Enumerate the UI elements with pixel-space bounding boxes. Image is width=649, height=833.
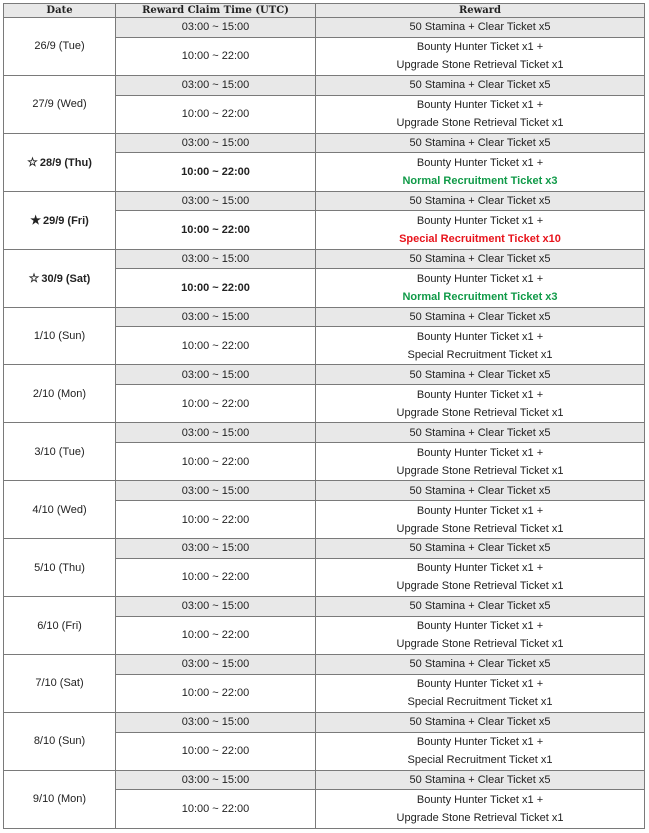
date-label: 26/9 (Tue) xyxy=(34,40,85,53)
reward-line-2: Upgrade Stone Retrieval Ticket x1 xyxy=(396,580,564,593)
reward-line-2: Special Recruitment Ticket x1 xyxy=(407,696,553,709)
reward-evening xyxy=(316,674,645,712)
claim-time-morning: 03:00 ~ 15:00 xyxy=(116,481,316,501)
claim-time-morning: 03:00 ~ 15:00 xyxy=(116,18,316,38)
date-cell xyxy=(4,712,116,770)
claim-time-morning: 03:00 ~ 15:00 xyxy=(116,365,316,385)
date-label: 8/10 (Sun) xyxy=(33,735,86,748)
reward-evening xyxy=(316,269,645,307)
claim-time-evening: 10:00 ~ 22:00 xyxy=(116,269,316,307)
date-label: 28/9 (Thu) xyxy=(39,156,92,169)
date-label: 2/10 (Mon) xyxy=(32,387,87,400)
schedule-body xyxy=(4,18,645,829)
reward-line-2: Upgrade Stone Retrieval Ticket x1 xyxy=(396,406,564,419)
table-row xyxy=(4,539,645,559)
table-row xyxy=(4,191,645,211)
date-cell xyxy=(4,770,116,828)
table-row xyxy=(4,365,645,385)
date-cell xyxy=(4,307,116,365)
header-reward: Reward xyxy=(316,4,645,18)
reward-evening xyxy=(316,558,645,596)
reward-morning: 50 Stamina + Clear Ticket x5 xyxy=(316,365,645,385)
reward-line-1: Bounty Hunter Ticket x1 + xyxy=(416,99,544,112)
reward-evening xyxy=(316,211,645,249)
claim-time-evening: 10:00 ~ 22:00 xyxy=(116,500,316,538)
highlighted-reward: Special Recruitment Ticket x10 xyxy=(399,232,561,245)
header-date: Date xyxy=(4,4,116,18)
date-cell xyxy=(4,365,116,423)
table-row xyxy=(4,712,645,732)
table-row xyxy=(4,770,645,790)
claim-time-morning: 03:00 ~ 15:00 xyxy=(116,249,316,269)
table-row xyxy=(4,597,645,617)
claim-time-morning: 03:00 ~ 15:00 xyxy=(116,75,316,95)
date-label: 4/10 (Wed) xyxy=(32,503,87,516)
reward-line-1: Bounty Hunter Ticket x1 + xyxy=(416,446,544,459)
reward-line-1: Bounty Hunter Ticket x1 + xyxy=(416,272,544,285)
reward-line-1: Bounty Hunter Ticket x1 + xyxy=(416,330,544,343)
claim-time-evening: 10:00 ~ 22:00 xyxy=(116,37,316,75)
table-row xyxy=(4,249,645,269)
claim-time-morning: 03:00 ~ 15:00 xyxy=(116,191,316,211)
reward-line-2: Special Recruitment Ticket x1 xyxy=(407,754,553,767)
reward-line-1: Bounty Hunter Ticket x1 + xyxy=(416,41,544,54)
date-cell xyxy=(4,654,116,712)
claim-time-evening: 10:00 ~ 22:00 xyxy=(116,674,316,712)
claim-time-evening: 10:00 ~ 22:00 xyxy=(116,616,316,654)
reward-morning: 50 Stamina + Clear Ticket x5 xyxy=(316,654,645,674)
claim-time-morning: 03:00 ~ 15:00 xyxy=(116,597,316,617)
filled-star-icon: ★ xyxy=(30,212,41,227)
claim-time-evening: 10:00 ~ 22:00 xyxy=(116,385,316,423)
reward-line-2: Upgrade Stone Retrieval Ticket x1 xyxy=(396,464,564,477)
date-cell xyxy=(4,597,116,655)
date-label: 6/10 (Fri) xyxy=(37,619,82,632)
reward-evening xyxy=(316,790,645,829)
reward-evening xyxy=(316,385,645,423)
reward-line-2: Upgrade Stone Retrieval Ticket x1 xyxy=(396,522,564,535)
claim-time-morning: 03:00 ~ 15:00 xyxy=(116,712,316,732)
reward-line-2: Upgrade Stone Retrieval Ticket x1 xyxy=(396,638,564,651)
reward-evening xyxy=(316,500,645,538)
reward-line-1: Bounty Hunter Ticket x1 + xyxy=(416,736,544,749)
date-label: 29/9 (Fri) xyxy=(42,214,89,227)
reward-line-2: Upgrade Stone Retrieval Ticket x1 xyxy=(396,117,564,130)
reward-evening xyxy=(316,327,645,365)
reward-morning: 50 Stamina + Clear Ticket x5 xyxy=(316,191,645,211)
reward-morning: 50 Stamina + Clear Ticket x5 xyxy=(316,423,645,443)
header-row xyxy=(4,4,645,18)
highlighted-reward: Normal Recruitment Ticket x3 xyxy=(402,175,558,188)
reward-morning: 50 Stamina + Clear Ticket x5 xyxy=(316,539,645,559)
date-cell xyxy=(4,133,116,191)
claim-time-evening: 10:00 ~ 22:00 xyxy=(116,790,316,829)
table-row xyxy=(4,654,645,674)
reward-line-1: Bounty Hunter Ticket x1 + xyxy=(416,157,544,170)
highlighted-reward: Normal Recruitment Ticket x3 xyxy=(402,290,558,303)
claim-time-evening: 10:00 ~ 22:00 xyxy=(116,95,316,133)
date-cell xyxy=(4,249,116,307)
claim-time-evening: 10:00 ~ 22:00 xyxy=(116,442,316,480)
date-label: 27/9 (Wed) xyxy=(32,98,87,111)
reward-line-1: Bounty Hunter Ticket x1 + xyxy=(416,620,544,633)
reward-morning: 50 Stamina + Clear Ticket x5 xyxy=(316,18,645,38)
reward-evening xyxy=(316,616,645,654)
reward-evening xyxy=(316,95,645,133)
reward-morning: 50 Stamina + Clear Ticket x5 xyxy=(316,770,645,790)
date-cell xyxy=(4,191,116,249)
table-row xyxy=(4,307,645,327)
outline-star-icon: ☆ xyxy=(28,270,40,285)
claim-time-morning: 03:00 ~ 15:00 xyxy=(116,133,316,153)
reward-evening xyxy=(316,732,645,770)
claim-time-evening: 10:00 ~ 22:00 xyxy=(116,558,316,596)
date-label: 30/9 (Sat) xyxy=(41,272,91,285)
reward-line-2: Upgrade Stone Retrieval Ticket x1 xyxy=(396,812,564,825)
claim-time-morning: 03:00 ~ 15:00 xyxy=(116,539,316,559)
reward-morning: 50 Stamina + Clear Ticket x5 xyxy=(316,75,645,95)
date-cell xyxy=(4,539,116,597)
claim-time-morning: 03:00 ~ 15:00 xyxy=(116,423,316,443)
reward-morning: 50 Stamina + Clear Ticket x5 xyxy=(316,481,645,501)
outline-star-icon: ☆ xyxy=(27,154,38,169)
claim-time-evening: 10:00 ~ 22:00 xyxy=(116,732,316,770)
date-label: 1/10 (Sun) xyxy=(33,329,86,342)
reward-line-2: Upgrade Stone Retrieval Ticket x1 xyxy=(396,59,564,72)
table-row xyxy=(4,481,645,501)
claim-time-evening: 10:00 ~ 22:00 xyxy=(116,211,316,249)
reward-line-1: Bounty Hunter Ticket x1 + xyxy=(416,214,544,227)
reward-morning: 50 Stamina + Clear Ticket x5 xyxy=(316,712,645,732)
table-row xyxy=(4,18,645,38)
date-cell xyxy=(4,75,116,133)
date-cell xyxy=(4,481,116,539)
date-cell xyxy=(4,18,116,76)
date-label: 5/10 (Thu) xyxy=(34,561,85,574)
reward-schedule-table xyxy=(3,3,645,829)
reward-line-1: Bounty Hunter Ticket x1 + xyxy=(416,678,544,691)
table-row xyxy=(4,133,645,153)
reward-evening xyxy=(316,153,645,191)
claim-time-morning: 03:00 ~ 15:00 xyxy=(116,654,316,674)
date-cell xyxy=(4,423,116,481)
claim-time-morning: 03:00 ~ 15:00 xyxy=(116,307,316,327)
date-label: 9/10 (Mon) xyxy=(32,793,87,806)
claim-time-morning: 03:00 ~ 15:00 xyxy=(116,770,316,790)
header-claim-time: Reward Claim Time (UTC) xyxy=(116,4,316,18)
reward-evening xyxy=(316,442,645,480)
reward-line-1: Bounty Hunter Ticket x1 + xyxy=(416,562,544,575)
reward-morning: 50 Stamina + Clear Ticket x5 xyxy=(316,307,645,327)
claim-time-evening: 10:00 ~ 22:00 xyxy=(116,327,316,365)
reward-morning: 50 Stamina + Clear Ticket x5 xyxy=(316,133,645,153)
reward-line-1: Bounty Hunter Ticket x1 + xyxy=(416,388,544,401)
reward-line-1: Bounty Hunter Ticket x1 + xyxy=(416,794,544,807)
reward-evening xyxy=(316,37,645,75)
date-label: 7/10 (Sat) xyxy=(35,677,84,690)
reward-morning: 50 Stamina + Clear Ticket x5 xyxy=(316,249,645,269)
claim-time-evening: 10:00 ~ 22:00 xyxy=(116,153,316,191)
reward-line-2: Special Recruitment Ticket x1 xyxy=(407,348,553,361)
date-label: 3/10 (Tue) xyxy=(34,445,85,458)
reward-line-1: Bounty Hunter Ticket x1 + xyxy=(416,504,544,517)
table-row xyxy=(4,75,645,95)
reward-morning: 50 Stamina + Clear Ticket x5 xyxy=(316,597,645,617)
table-row xyxy=(4,423,645,443)
